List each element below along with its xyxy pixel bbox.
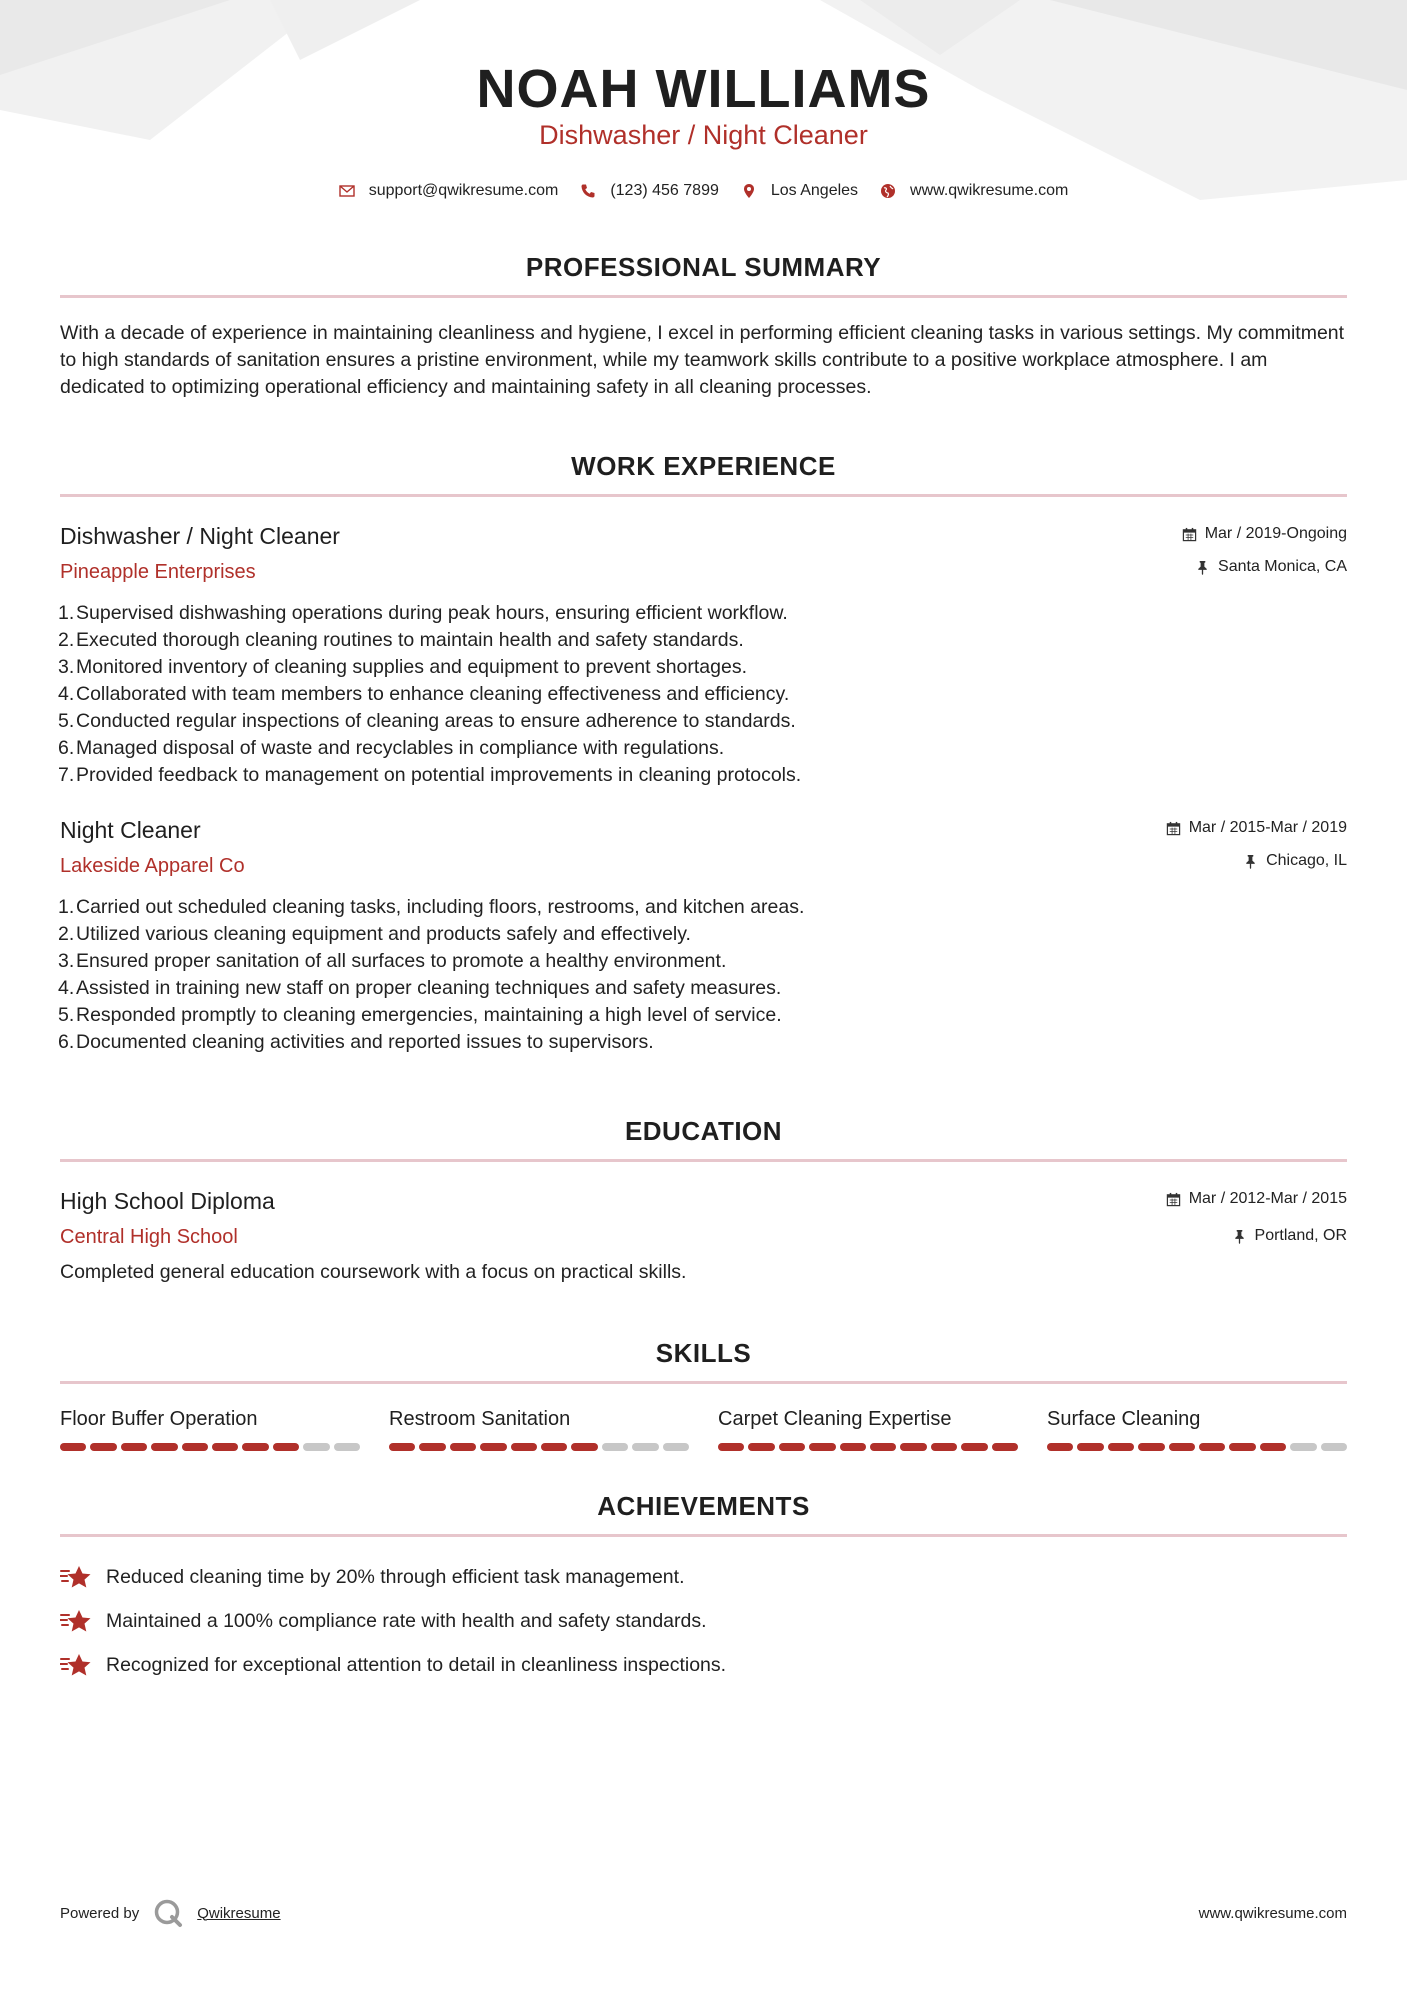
- job-company: Lakeside Apparel Co: [60, 855, 245, 877]
- skill-level-segment: [1077, 1443, 1103, 1451]
- education-description: Completed general education coursework with a focus on practical skills.: [60, 1261, 687, 1283]
- summary-text: With a decade of experience in maintaining cleanliness and hygiene, I excel in performing efficient cleaning tasks in various settings. My commitment to high standards of sanitation ensures a pristine environment, while my teamwork skills contribute to a positive workplace atmosphere. I am dedicated to optimizing operational efficiency and maintaining safety in all cleaning processes.: [60, 322, 1345, 398]
- job-duties: [60, 600, 1347, 789]
- achievement-item: [60, 1599, 1347, 1643]
- job-company: Pineapple Enterprises: [60, 561, 256, 583]
- star-icon: [60, 1607, 92, 1635]
- candidate-name: NOAH WILLIAMS: [476, 59, 931, 119]
- skill-level-segment: [419, 1443, 445, 1451]
- skill-level-segment: [1169, 1443, 1195, 1451]
- pushpin-icon: [1243, 854, 1258, 869]
- education-degree: High School Diploma: [60, 1188, 275, 1214]
- experience-heading: WORK EXPERIENCE: [60, 451, 1347, 497]
- skills-list: [60, 1408, 1347, 1451]
- skill-level-segment: [541, 1443, 567, 1451]
- calendar-icon: [1166, 821, 1181, 836]
- contact-location: [741, 182, 858, 200]
- achievement-item: [60, 1555, 1347, 1599]
- skill-level-segment: [961, 1443, 987, 1451]
- envelope-icon: [339, 183, 355, 199]
- skill-item: [718, 1408, 1018, 1451]
- skill-level-segment: [1199, 1443, 1225, 1451]
- skill-level-bar: [389, 1443, 689, 1451]
- powered-by-label: Powered by: [60, 1904, 140, 1922]
- skill-level-segment: [389, 1443, 415, 1451]
- skill-level-segment: [1321, 1443, 1347, 1451]
- qwikresume-logo-icon: [153, 1898, 183, 1928]
- list-item: 3. Ensured proper sanitation of all surfaces to promote a healthy environment.: [58, 950, 727, 972]
- education-entry: [60, 1188, 1347, 1284]
- powered-by: [60, 1898, 281, 1928]
- list-item: 6. Documented cleaning activities and reported issues to supervisors.: [58, 1031, 654, 1053]
- pushpin-icon: [1195, 560, 1210, 575]
- job-dates: Mar / 2019-Ongoing: [1204, 525, 1347, 542]
- skill-name: Carpet Cleaning Expertise: [718, 1408, 952, 1430]
- list-item: 5. Conducted regular inspections of cleaning areas to ensure adherence to standards.: [58, 710, 796, 732]
- skill-level-segment: [632, 1443, 658, 1451]
- job-entry: [60, 817, 1347, 1056]
- skill-level-segment: [779, 1443, 805, 1451]
- achievements-heading: ACHIEVEMENTS: [60, 1491, 1347, 1537]
- education-school: Central High School: [60, 1226, 238, 1248]
- skill-level-segment: [450, 1443, 476, 1451]
- skill-name: Restroom Sanitation: [389, 1408, 571, 1430]
- job-entry: [60, 523, 1347, 789]
- skill-level-segment: [840, 1443, 866, 1451]
- education-dates: Mar / 2012-Mar / 2015: [1188, 1190, 1347, 1207]
- list-item: 1. Supervised dishwashing operations during peak hours, ensuring efficient workflow.: [58, 602, 788, 624]
- skill-level-segment: [663, 1443, 689, 1451]
- skill-level-segment: [480, 1443, 506, 1451]
- achievement-text: Recognized for exceptional attention to detail in cleanliness inspections.: [106, 1653, 727, 1676]
- contact-email[interactable]: [339, 182, 559, 200]
- education-location: Portland, OR: [1254, 1227, 1347, 1244]
- skill-level-segment: [870, 1443, 896, 1451]
- list-item: 6. Managed disposal of waste and recyclables in compliance with regulations.: [58, 737, 725, 759]
- education-heading: EDUCATION: [60, 1116, 1347, 1162]
- skill-item: [60, 1408, 360, 1451]
- job-location: Chicago, IL: [1266, 852, 1347, 869]
- job-role: Night Cleaner: [60, 817, 201, 843]
- achievement-text: Maintained a 100% compliance rate with health and safety standards.: [106, 1609, 707, 1632]
- list-item: 3. Monitored inventory of cleaning supplies and equipment to prevent shortages.: [58, 656, 747, 678]
- brand-link[interactable]: Qwikresume: [197, 1904, 281, 1922]
- list-item: 5. Responded promptly to cleaning emergencies, maintaining a high level of service.: [58, 1004, 782, 1026]
- skill-level-segment: [151, 1443, 177, 1451]
- skill-name: Surface Cleaning: [1047, 1408, 1201, 1430]
- globe-icon: [880, 183, 896, 199]
- contact-website[interactable]: [880, 182, 1068, 200]
- contact-bar: [60, 180, 1347, 202]
- summary-heading: PROFESSIONAL SUMMARY: [60, 252, 1347, 298]
- skill-level-segment: [273, 1443, 299, 1451]
- star-icon: [60, 1651, 92, 1679]
- skill-level-segment: [212, 1443, 238, 1451]
- phone-icon: [580, 183, 596, 199]
- skill-level-segment: [90, 1443, 116, 1451]
- list-item: 4. Assisted in training new staff on proper cleaning techniques and safety measures.: [58, 977, 782, 999]
- list-item: 1. Carried out scheduled cleaning tasks, including floors, restrooms, and kitchen areas.: [58, 896, 805, 918]
- skill-level-segment: [718, 1443, 744, 1451]
- contact-location-text: Los Angeles: [770, 182, 859, 199]
- pushpin-icon: [1232, 1229, 1247, 1244]
- skill-level-segment: [1260, 1443, 1286, 1451]
- skill-level-segment: [1047, 1443, 1073, 1451]
- skill-level-bar: [1047, 1443, 1347, 1451]
- map-pin-icon: [741, 183, 757, 199]
- calendar-icon: [1166, 1192, 1181, 1207]
- skill-level-segment: [602, 1443, 628, 1451]
- skill-level-segment: [182, 1443, 208, 1451]
- achievement-text: Reduced cleaning time by 20% through efficient task management.: [106, 1565, 685, 1588]
- contact-email-text: support@qwikresume.com: [368, 182, 559, 199]
- star-icon: [60, 1563, 92, 1591]
- skill-level-segment: [121, 1443, 147, 1451]
- calendar-icon: [1182, 527, 1197, 542]
- skill-level-segment: [900, 1443, 926, 1451]
- contact-phone-text: (123) 456 7899: [610, 182, 719, 199]
- skill-level-segment: [334, 1443, 360, 1451]
- skill-level-segment: [931, 1443, 957, 1451]
- skill-level-bar: [718, 1443, 1018, 1451]
- skill-level-segment: [1229, 1443, 1255, 1451]
- candidate-title: Dishwasher / Night Cleaner: [539, 120, 868, 150]
- job-location: Santa Monica, CA: [1218, 558, 1347, 575]
- skill-level-segment: [60, 1443, 86, 1451]
- job-dates: Mar / 2015-Mar / 2019: [1188, 819, 1347, 836]
- list-item: 4. Collaborated with team members to enhance cleaning effectiveness and efficiency.: [58, 683, 790, 705]
- list-item: 7. Provided feedback to management on potential improvements in cleaning protocols.: [58, 764, 802, 786]
- achievements-list: [60, 1555, 1347, 1687]
- skills-heading: SKILLS: [60, 1338, 1347, 1384]
- skill-level-bar: [60, 1443, 360, 1451]
- footer-website[interactable]: www.qwikresume.com: [1198, 1904, 1347, 1922]
- job-role: Dishwasher / Night Cleaner: [60, 523, 340, 549]
- skill-level-segment: [1138, 1443, 1164, 1451]
- list-item: 2. Executed thorough cleaning routines to maintain health and safety standards.: [58, 629, 744, 651]
- contact-website-text: www.qwikresume.com: [910, 182, 1069, 199]
- job-duties: [60, 894, 1347, 1056]
- skill-item: [1047, 1408, 1347, 1451]
- skill-level-segment: [303, 1443, 329, 1451]
- skill-level-segment: [748, 1443, 774, 1451]
- skill-level-segment: [1108, 1443, 1134, 1451]
- achievement-item: [60, 1643, 1347, 1687]
- contact-phone[interactable]: [580, 182, 719, 200]
- skill-level-segment: [992, 1443, 1018, 1451]
- list-item: 2. Utilized various cleaning equipment and products safely and effectively.: [58, 923, 691, 945]
- page-footer: [60, 1898, 1347, 1928]
- skill-level-segment: [1290, 1443, 1316, 1451]
- skill-level-segment: [242, 1443, 268, 1451]
- skill-level-segment: [809, 1443, 835, 1451]
- skill-level-segment: [511, 1443, 537, 1451]
- skill-name: Floor Buffer Operation: [60, 1408, 258, 1430]
- skill-item: [389, 1408, 689, 1451]
- skill-level-segment: [571, 1443, 597, 1451]
